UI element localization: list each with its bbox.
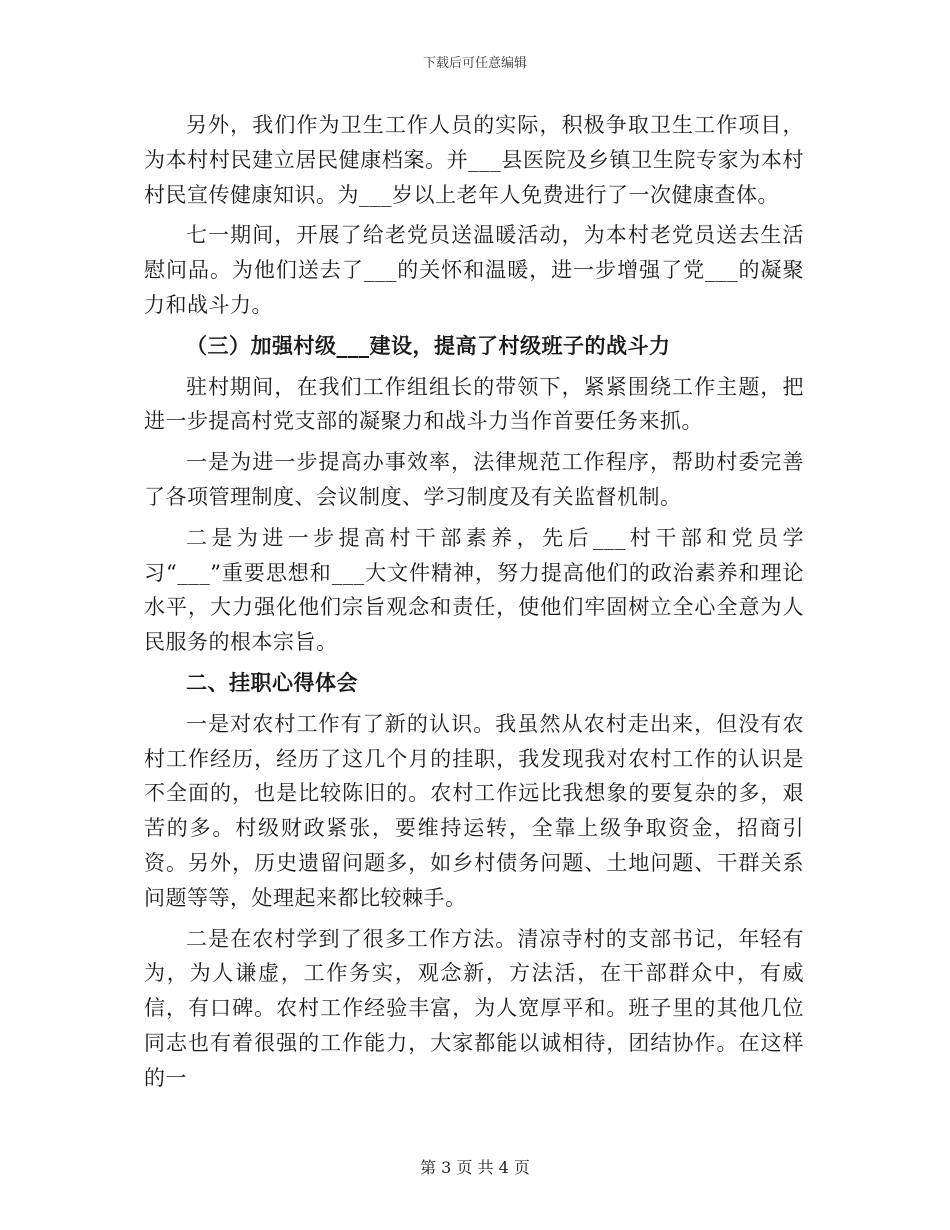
paragraph-6: 一是对农村工作有了新的认识。我虽然从农村走出来，但没有农村工作经历，经历了这几个月的挂职，我发现我对农村工作的认识是不全面的，也是比较陈旧的。农村工作远比我想象的要复杂的多，艰苦的多。村级财政紧张，要维持运转，全靠上级争取资金，招商引资。另外，历史遗留问题多，如乡村债务问题、土地问题、干群关系问题等等，处理起来都比较棘手。 bbox=[144, 711, 804, 910]
paragraph-5: 二是为进一步提高村干部素养，先后___村干部和党员学习“___”重要思想和___大文件精神，努力提高他们的政治素养和理论水平，大力强化他们宗旨观念和责任，使他们牢固树立全心全意为人民服务的根本宗旨。 bbox=[144, 525, 804, 655]
page-header: 下载后可任意编辑 bbox=[422, 56, 527, 71]
paragraph-2: 七一期间，开展了给老党员送温暖活动，为本村老党员送去生活慰问品。为他们送去了___的关怀和温暖，进一步增强了党___的凝聚力和战斗力。 bbox=[144, 223, 804, 317]
document-body bbox=[144, 108, 804, 1102]
paragraph-7: 二是在农村学到了很多工作方法。清凉寺村的支部书记，年轻有为，为人谦虚，工作务实，观念新，方法活，在干部群众中，有威信，有口碑。农村工作经验丰富，为人宽厚平和。班子里的其他几位同志也有着很强的工作能力，大家都能以诚相待，团结协作。在这样的一 bbox=[144, 926, 804, 1090]
paragraph-4: 一是为进一步提高办事效率，法律规范工作程序，帮助村委完善了各项管理制度、会议制度、学习制度及有关监督机制。 bbox=[144, 450, 804, 509]
section-heading-2: 二、挂职心得体会 bbox=[186, 669, 358, 695]
paragraph-3: 驻村期间，在我们工作组组长的带领下，紧紧围绕工作主题，把进一步提高村党支部的凝聚力和战斗力当作首要任务来抓。 bbox=[144, 374, 804, 434]
section-heading-3: （三）加强村级___建设，提高了村级班子的战斗力 bbox=[186, 332, 671, 358]
page-number-footer: 第 3 页 共 4 页 bbox=[420, 1158, 530, 1177]
paragraph-1: 另外，我们作为卫生工作人员的实际，积极争取卫生工作项目，为本村村民建立居民健康档案。并___县医院及乡镇卫生院专家为本村村民宣传健康知识。为___岁以上老年人免费进行了一次健康查体。 bbox=[144, 113, 804, 207]
